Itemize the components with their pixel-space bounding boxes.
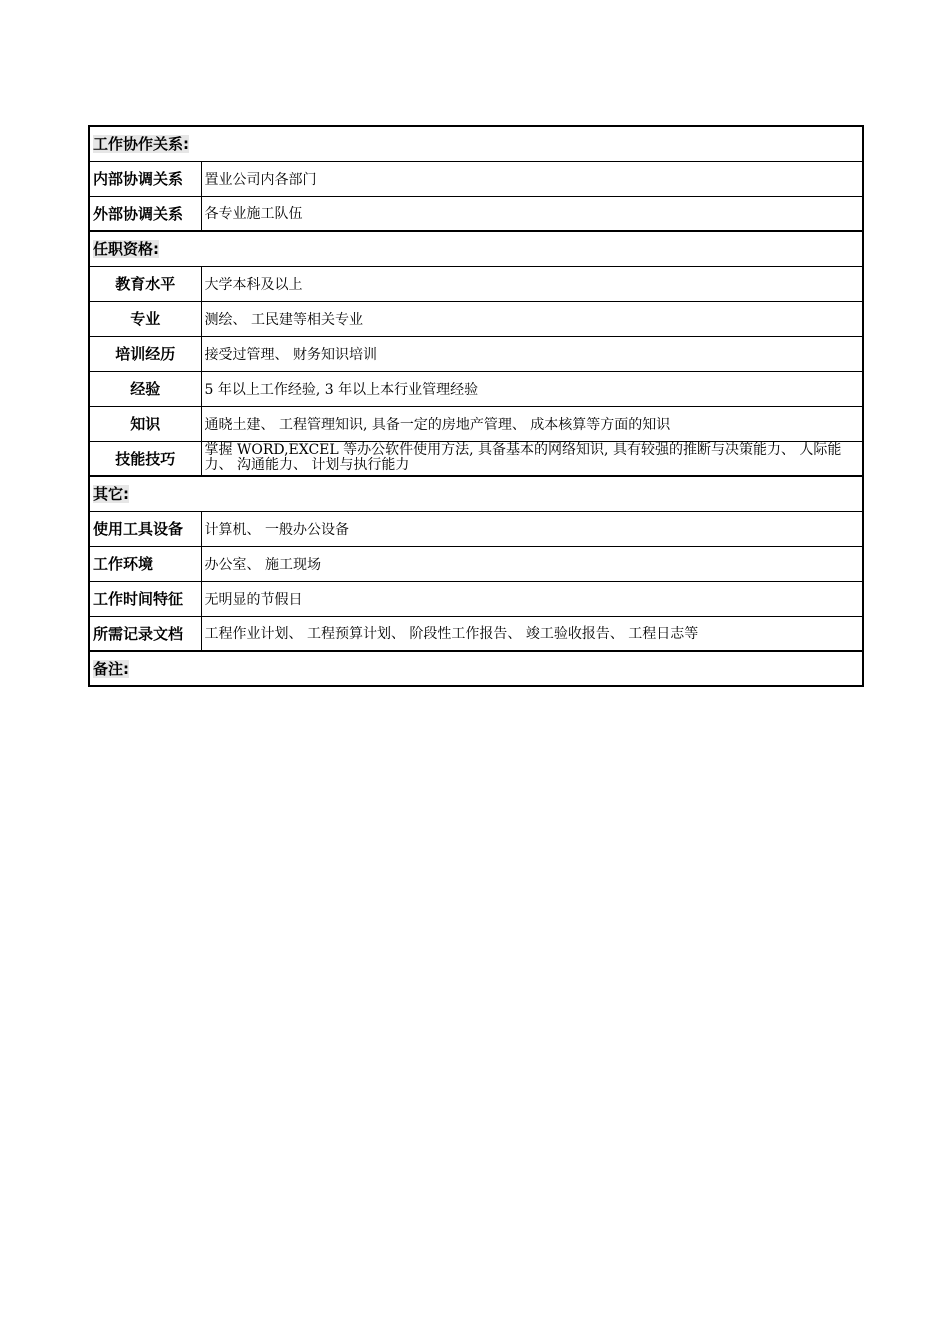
table-row	[89, 441, 863, 476]
row-label: 工作环境	[89, 546, 201, 581]
section-header-row	[89, 126, 863, 161]
row-label: 外部协调关系	[89, 196, 201, 231]
section-title: 工作协作关系:	[89, 126, 863, 161]
table-row	[89, 616, 863, 651]
table-row	[89, 511, 863, 546]
job-description-table	[88, 125, 864, 687]
table-row	[89, 406, 863, 441]
row-value: 接受过管理、 财务知识培训	[201, 336, 863, 371]
section-header-row	[89, 651, 863, 686]
table-row	[89, 196, 863, 231]
table-row	[89, 161, 863, 196]
row-value: 掌握 WORD,EXCEL 等办公软件使用方法, 具备基本的网络知识, 具有较强的推断与决策能力、 人际能力、 沟通能力、 计划与执行能力	[201, 441, 863, 476]
row-value: 通晓土建、 工程管理知识, 具备一定的房地产管理、 成本核算等方面的知识	[201, 406, 863, 441]
row-value: 5 年以上工作经验, 3 年以上本行业管理经验	[201, 371, 863, 406]
row-label: 知识	[89, 406, 201, 441]
row-label: 培训经历	[89, 336, 201, 371]
row-label: 使用工具设备	[89, 511, 201, 546]
row-value: 办公室、 施工现场	[201, 546, 863, 581]
section-header-row	[89, 231, 863, 266]
table-row	[89, 301, 863, 336]
row-value: 测绘、 工民建等相关专业	[201, 301, 863, 336]
row-value: 无明显的节假日	[201, 581, 863, 616]
table-row	[89, 371, 863, 406]
section-title: 任职资格:	[89, 231, 863, 266]
row-label: 所需记录文档	[89, 616, 201, 651]
row-label: 经验	[89, 371, 201, 406]
section-title: 备注:	[89, 651, 863, 686]
row-label: 技能技巧	[89, 441, 201, 476]
row-label: 专业	[89, 301, 201, 336]
row-value: 大学本科及以上	[201, 266, 863, 301]
section-title: 其它:	[89, 476, 863, 511]
row-label: 内部协调关系	[89, 161, 201, 196]
row-label: 教育水平	[89, 266, 201, 301]
table-row	[89, 266, 863, 301]
row-value: 置业公司内各部门	[201, 161, 863, 196]
section-header-row	[89, 476, 863, 511]
row-value: 工程作业计划、 工程预算计划、 阶段性工作报告、 竣工验收报告、 工程日志等	[201, 616, 863, 651]
row-value: 各专业施工队伍	[201, 196, 863, 231]
table-row	[89, 546, 863, 581]
row-value: 计算机、 一般办公设备	[201, 511, 863, 546]
row-label: 工作时间特征	[89, 581, 201, 616]
table-row	[89, 581, 863, 616]
table-row	[89, 336, 863, 371]
